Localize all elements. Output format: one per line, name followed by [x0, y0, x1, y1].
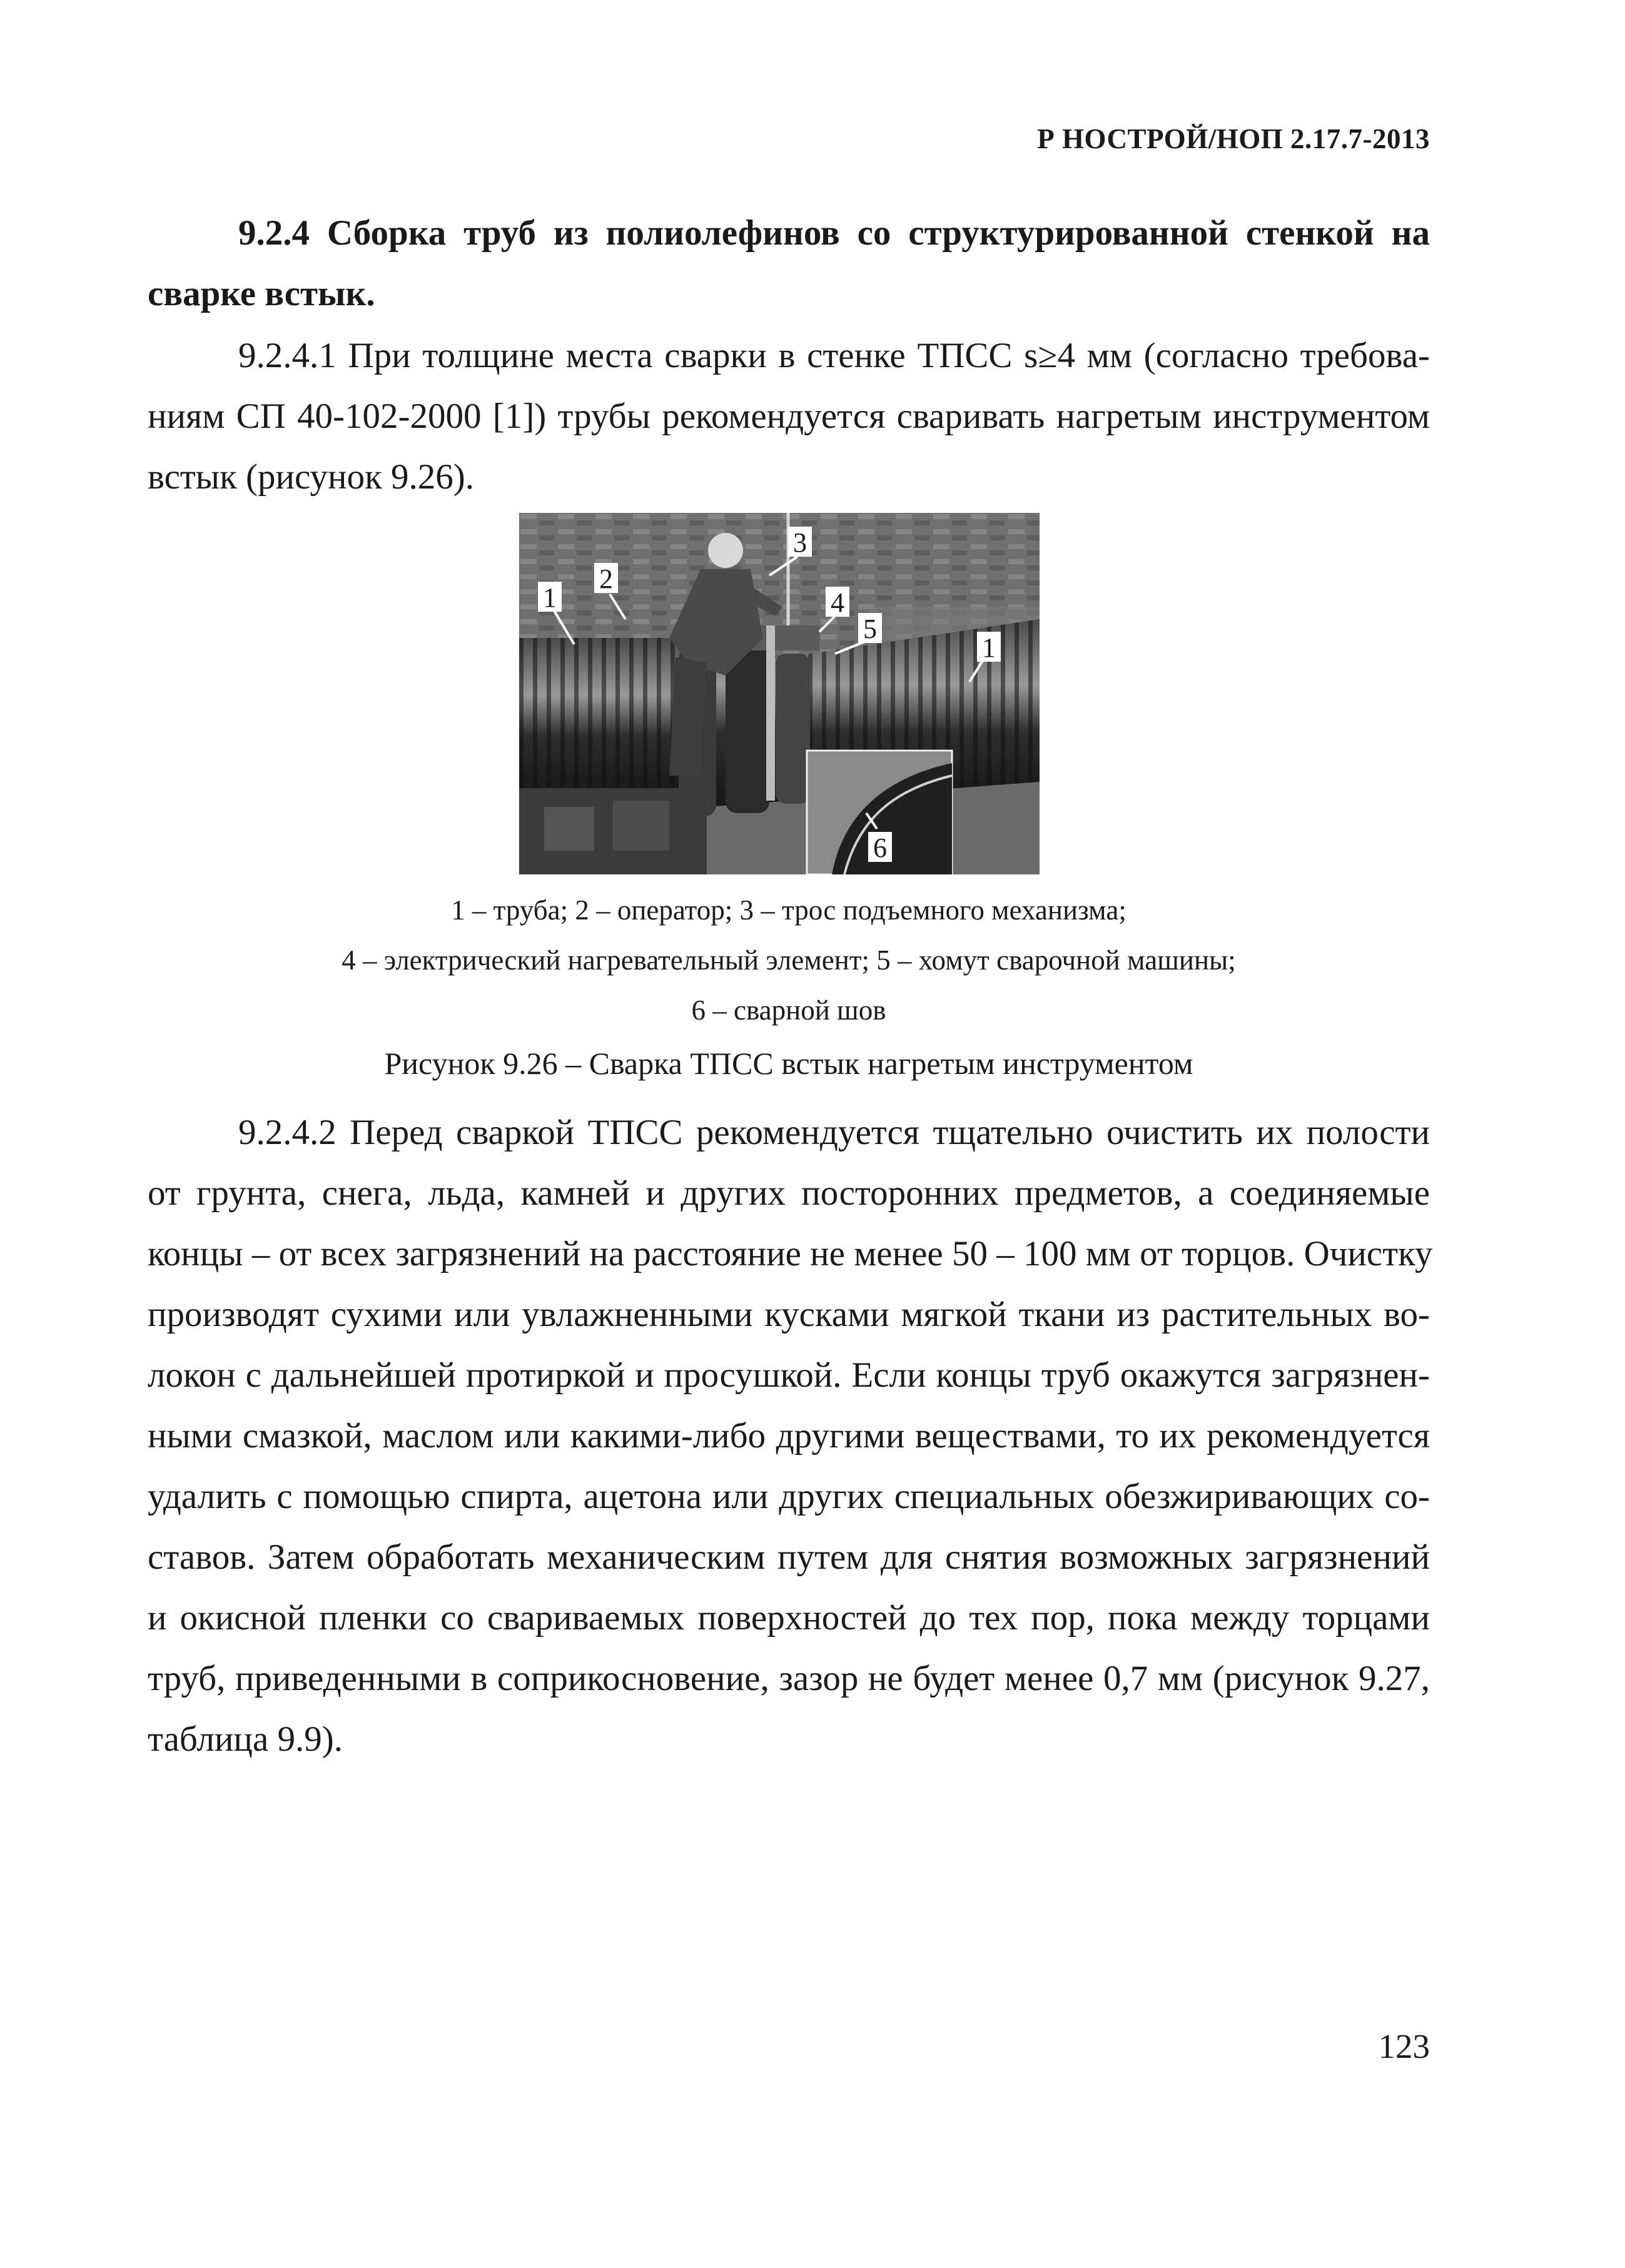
page-number: 123 — [1378, 2027, 1430, 2065]
figure-legend-line: 6 – сварной шов — [691, 995, 886, 1026]
paragraph-line: производят сухими или увлажненными кусками мягкой ткани из растительных во- — [148, 1295, 1430, 1334]
callout-label: 4 — [831, 587, 844, 618]
callout-label: 5 — [863, 614, 877, 644]
paragraph-line: ниям СП 40-102-2000 [1]) трубы рекомендуется сваривать нагретым инструментом — [148, 397, 1430, 436]
callout-label: 6 — [873, 833, 887, 863]
heading-line: сварке встык. — [148, 274, 375, 313]
pipe-welding-illustration — [519, 513, 1040, 874]
paragraph-9-2-4-2 — [148, 1102, 1433, 1769]
paragraph-line: концы – от всех загрязнений на расстояние не менее 50 – 100 мм от торцов. Очистку — [148, 1234, 1433, 1273]
callout-label: 1 — [982, 632, 996, 663]
paragraph-line: встык (рисунок 9.26). — [148, 457, 474, 497]
paragraph-line: от грунта, снега, льда, камней и других посторонних предметов, а соединяемые — [148, 1173, 1430, 1213]
paragraph-line: таблица 9.9). — [148, 1719, 343, 1759]
section-heading — [148, 203, 1430, 324]
callout-label: 3 — [793, 527, 807, 558]
paragraph-line: 9.2.4.2 Перед сваркой ТПСС рекомендуется тщательно очистить их полости — [238, 1113, 1430, 1152]
callout-label: 2 — [599, 564, 613, 594]
paragraph-line: ставов. Затем обработать механическим путем для снятия возможных загрязнений — [148, 1537, 1430, 1577]
paragraph-9-2-4-1 — [148, 325, 1430, 507]
figure-legend-line: 4 – электрический нагревательный элемент; 5 – хомут сварочной машины; — [342, 944, 1236, 976]
paragraph-line: и окисной пленки со свариваемых поверхностей до тех пор, пока между торцами — [148, 1598, 1430, 1638]
figure-title: Рисунок 9.26 – Сварка ТПСС встык нагретым инструментом — [384, 1046, 1193, 1081]
paragraph-line: ными смазкой, маслом или какими-либо другими веществами, то их рекомендуется — [148, 1416, 1430, 1455]
heading-line: 9.2.4 Сборка труб из полиолефинов со структурированной стенкой на — [238, 213, 1430, 253]
figure-legend-line: 1 – труба; 2 – оператор; 3 – трос подъемного механизма; — [451, 894, 1126, 926]
pipe-welding-photo — [519, 513, 1040, 874]
paragraph-line: 9.2.4.1 При толщине места сварки в стенке ТПСС s≥4 мм (согласно требова- — [238, 336, 1430, 375]
paragraph-line: удалить с помощью спирта, ацетона или других специальных обезжиривающих со- — [148, 1477, 1430, 1516]
callout-label: 1 — [543, 582, 557, 613]
paragraph-line: локон с дальнейшей протиркой и просушкой. Если концы труб окажутся загрязнен- — [148, 1355, 1430, 1395]
paragraph-line: труб, приведенными в соприкосновение, зазор не будет менее 0,7 мм (рисунок 9.27, — [148, 1659, 1430, 1698]
document-code-header: Р НОСТРОЙ/НОП 2.17.7-2013 — [1037, 123, 1430, 154]
